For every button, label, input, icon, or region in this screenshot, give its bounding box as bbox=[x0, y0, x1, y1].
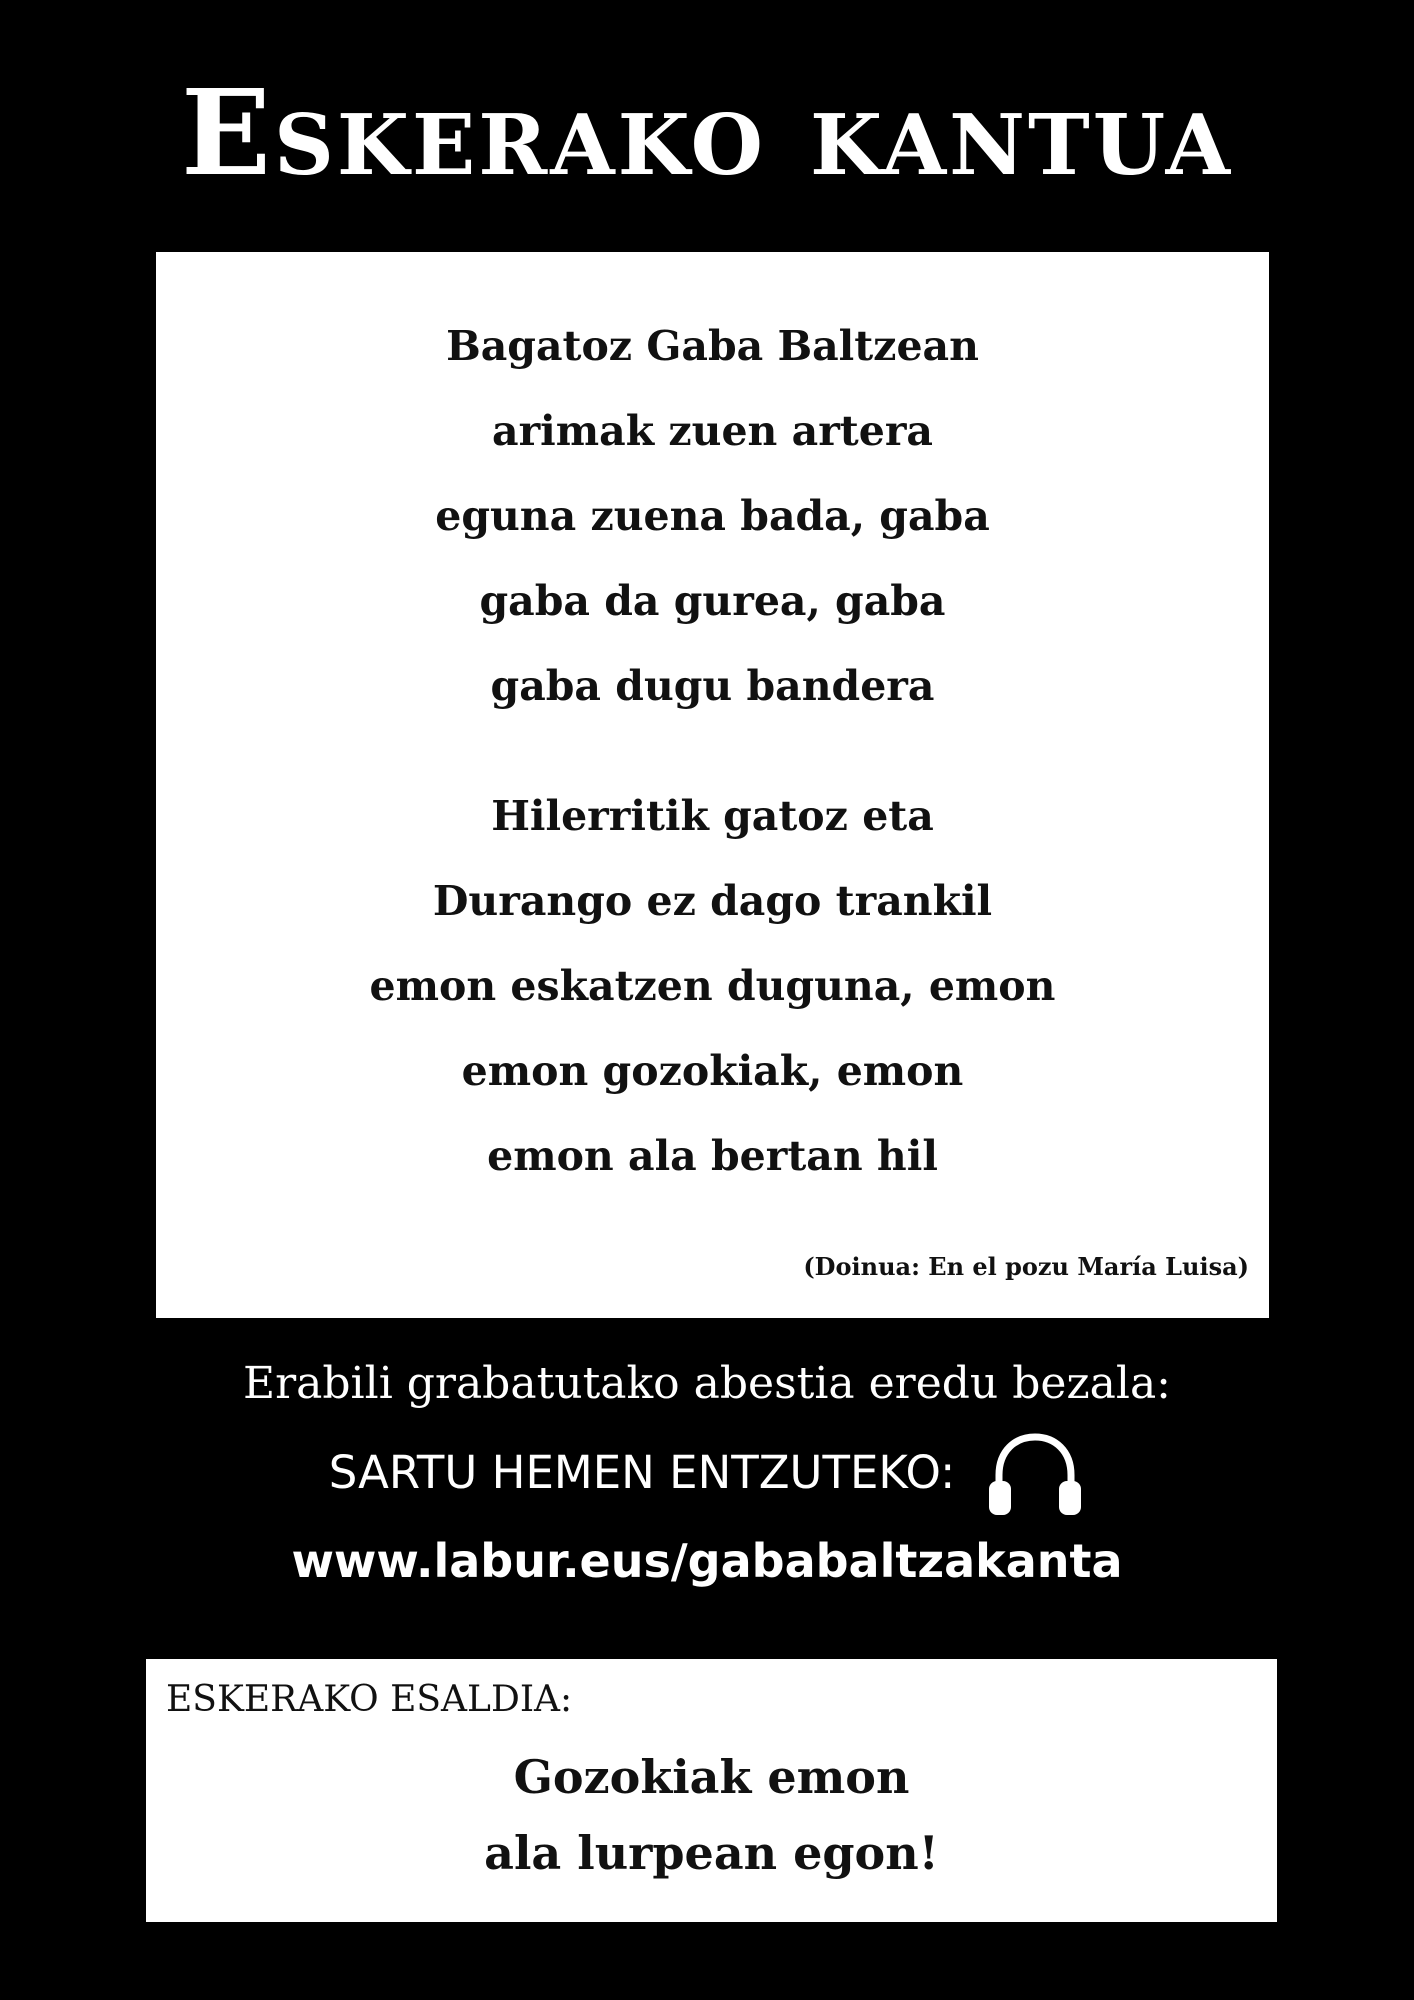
song-link[interactable]: www.labur.eus/gababaltzakanta bbox=[291, 1534, 1123, 1588]
lyrics-panel bbox=[156, 252, 1269, 1318]
lyric-line: gaba dugu bandera bbox=[490, 662, 935, 710]
verse-1 bbox=[156, 304, 1269, 729]
verse-2 bbox=[156, 774, 1269, 1199]
page-title: Eskerako kantua bbox=[181, 63, 1233, 202]
lyric-line: emon ala bertan hil bbox=[487, 1132, 938, 1180]
lyric-line: Durango ez dago trankil bbox=[432, 877, 993, 925]
phrase-line: ala lurpean egon! bbox=[484, 1826, 939, 1880]
tune-credit: (Doinua: En el pozu María Luisa) bbox=[803, 1252, 1249, 1281]
listen-row[interactable] bbox=[0, 1428, 1414, 1518]
lyric-line: emon gozokiak, emon bbox=[461, 1047, 964, 1095]
headphones-icon[interactable] bbox=[985, 1429, 1085, 1517]
phrase-text bbox=[146, 1739, 1277, 1891]
lyric-line: eguna zuena bada, gaba bbox=[435, 492, 990, 540]
lyric-line: gaba da gurea, gaba bbox=[479, 577, 946, 625]
phrase-panel bbox=[146, 1659, 1277, 1922]
lyric-line: Bagatoz Gaba Baltzean bbox=[446, 322, 979, 370]
listen-label[interactable]: SARTU HEMEN ENTZUTEKO: bbox=[328, 1446, 956, 1499]
lyric-line: arimak zuen artera bbox=[492, 407, 933, 455]
lyric-line: Hilerritik gatoz eta bbox=[491, 792, 934, 840]
instruction-text: Erabili grabatutako abestia eredu bezala: bbox=[243, 1358, 1171, 1409]
phrase-line: Gozokiak emon bbox=[513, 1750, 910, 1804]
phrase-label: ESKERAKO ESALDIA: bbox=[166, 1679, 573, 1720]
lyric-line: emon eskatzen duguna, emon bbox=[369, 962, 1056, 1010]
